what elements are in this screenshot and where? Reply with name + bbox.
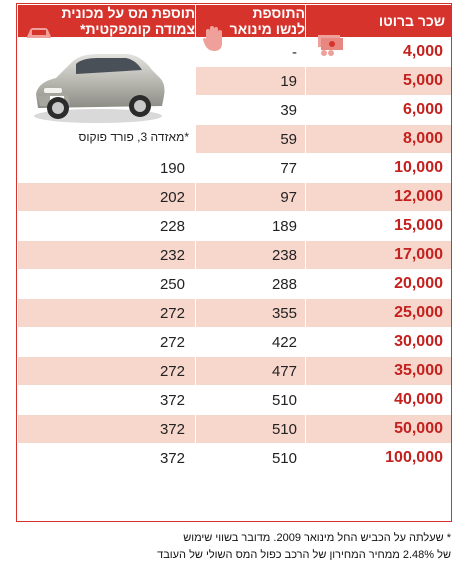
bonus-cell: 59 [196, 125, 306, 154]
table-row [18, 38, 452, 67]
bonus-cell: 477 [196, 357, 306, 386]
header-bonus-label: התוספת לנשו מינואר [229, 5, 305, 37]
tax-cell: 228 [18, 212, 196, 241]
tax-cell: 232 [18, 241, 196, 270]
header-salary [306, 5, 452, 38]
salary-cell: 10,000 [306, 154, 452, 183]
footnote-line-2: של 2.48% ממחיר המחירון של הרכב כפול המס השולי של העובד [157, 549, 451, 561]
table-row [18, 270, 452, 299]
header-salary-label: שכר ברוטו [378, 13, 445, 29]
tax-cell: 272 [18, 328, 196, 357]
bonus-cell: - [196, 38, 306, 67]
salary-cell: 40,000 [306, 386, 452, 415]
bonus-cell: 97 [196, 183, 306, 212]
salary-cell: 8,000 [306, 125, 452, 154]
tax-cell: 272 [18, 357, 196, 386]
hand-icon [202, 25, 224, 56]
bonus-cell: 355 [196, 299, 306, 328]
salary-cell: 15,000 [306, 212, 452, 241]
bonus-cell: 238 [196, 241, 306, 270]
salary-cell: 100,000 [306, 444, 452, 473]
salary-cell: 4,000 [306, 38, 452, 67]
bonus-cell: 19 [196, 67, 306, 96]
salary-cell: 20,000 [306, 270, 452, 299]
bonus-cell: 422 [196, 328, 306, 357]
tax-cell: 202 [18, 183, 196, 212]
tax-cell: 190 [18, 154, 196, 183]
salary-cell: 35,000 [306, 357, 452, 386]
header-car-tax [18, 5, 196, 38]
tax-cell: 372 [18, 444, 196, 473]
table-row [18, 444, 452, 473]
table-row [18, 386, 452, 415]
car-photo-cell [18, 38, 196, 154]
header-car-tax-label: תוספת מס על מכונית צמודה קומפקטית* [61, 5, 195, 37]
table-row [18, 212, 452, 241]
salary-cell: 5,000 [306, 67, 452, 96]
table-row [18, 357, 452, 386]
bonus-cell: 39 [196, 96, 306, 125]
table-row [18, 241, 452, 270]
salary-cell: 25,000 [306, 299, 452, 328]
tax-cell: 272 [18, 299, 196, 328]
bonus-cell: 288 [196, 270, 306, 299]
tax-cell: 372 [18, 415, 196, 444]
salary-cell: 17,000 [306, 241, 452, 270]
tax-cell: 372 [18, 386, 196, 415]
table-row [18, 183, 452, 212]
footnote-line-1: * שעלתה על הכביש החל מינואר 2009. מדובר בשווי שימוש [183, 532, 451, 544]
salary-cell: 6,000 [306, 96, 452, 125]
header-bonus [196, 5, 306, 38]
table-row [18, 299, 452, 328]
salary-table [17, 4, 452, 473]
table-header [18, 5, 452, 38]
bonus-cell: 510 [196, 444, 306, 473]
table-row [18, 154, 452, 183]
table-row [18, 415, 452, 444]
bonus-cell: 189 [196, 212, 306, 241]
salary-cell: 50,000 [306, 415, 452, 444]
car-caption: *מאזדה 3, פורד פוקוס [78, 130, 189, 144]
footnote [17, 530, 451, 564]
tax-cell: 250 [18, 270, 196, 299]
bonus-cell: 510 [196, 386, 306, 415]
salary-cell: 12,000 [306, 183, 452, 212]
bonus-cell: 77 [196, 154, 306, 183]
salary-cell: 30,000 [306, 328, 452, 357]
bonus-cell: 510 [196, 415, 306, 444]
car-photo-image [28, 44, 168, 126]
table-row [18, 328, 452, 357]
money-stack-icon [316, 31, 346, 60]
